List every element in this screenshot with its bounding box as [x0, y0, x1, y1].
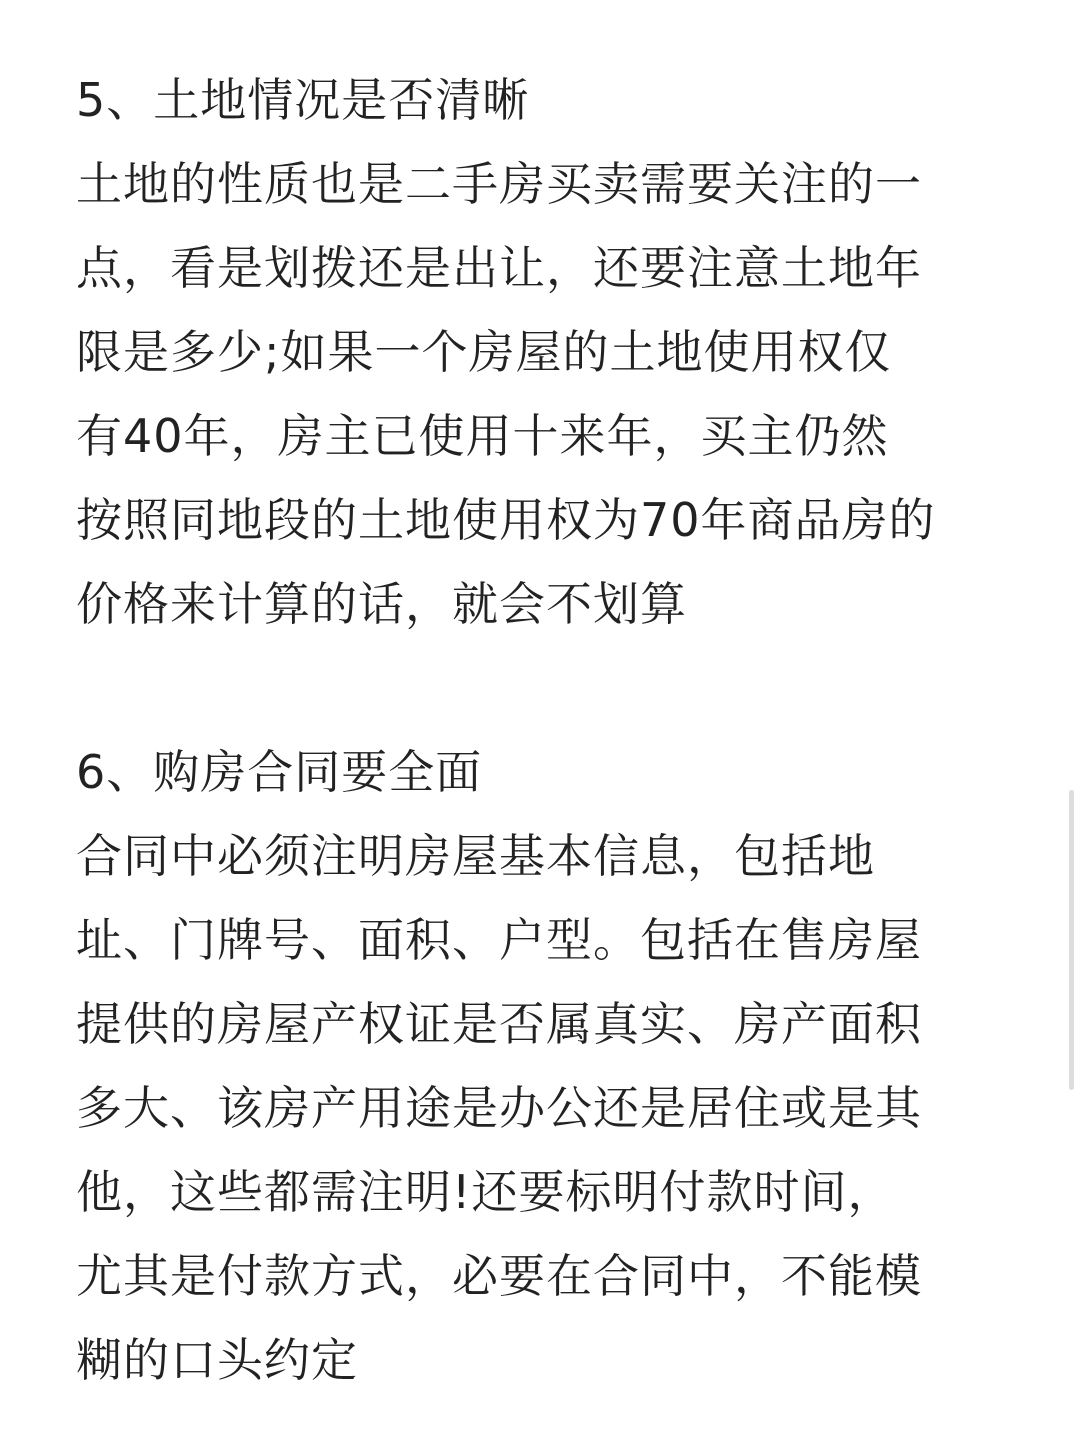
- paragraph-line: 价格来计算的话，就会不划算: [76, 577, 687, 631]
- paragraph-line: 点，看是划拨还是出让，还要注意土地年: [76, 241, 922, 295]
- paragraph-line: 合同中必须注明房屋基本信息，包括地: [76, 829, 875, 883]
- scrollbar[interactable]: [1069, 790, 1074, 1090]
- paragraph-line: 限是多少;如果一个房屋的土地使用权仅: [76, 325, 892, 379]
- paragraph-line: 土地的性质也是二手房买卖需要关注的一: [76, 157, 922, 211]
- paragraph-line: 按照同地段的土地使用权为70年商品房的: [76, 493, 936, 547]
- paragraph-line: 有40年，房主已使用十来年，买主仍然: [76, 409, 889, 463]
- paragraph-line: 多大、该房产用途是办公还是居住或是其: [76, 1081, 922, 1135]
- paragraph-line: 他，这些都需注明!还要标明付款时间，: [76, 1165, 895, 1219]
- section-land-status: [76, 66, 1016, 646]
- paragraph-line: 糊的口头约定: [76, 1333, 358, 1387]
- section-heading: 6、购房合同要全面: [76, 745, 483, 799]
- paragraph-line: 址、门牌号、面积、户型。包括在售房屋: [76, 913, 922, 967]
- section-purchase-contract: [76, 738, 1016, 1402]
- paragraph-line: 提供的房屋产权证是否属真实、房产面积: [76, 997, 922, 1051]
- paragraph-line: 尤其是付款方式，必要在合同中，不能模: [76, 1249, 922, 1303]
- section-heading: 5、土地情况是否清晰: [76, 73, 530, 127]
